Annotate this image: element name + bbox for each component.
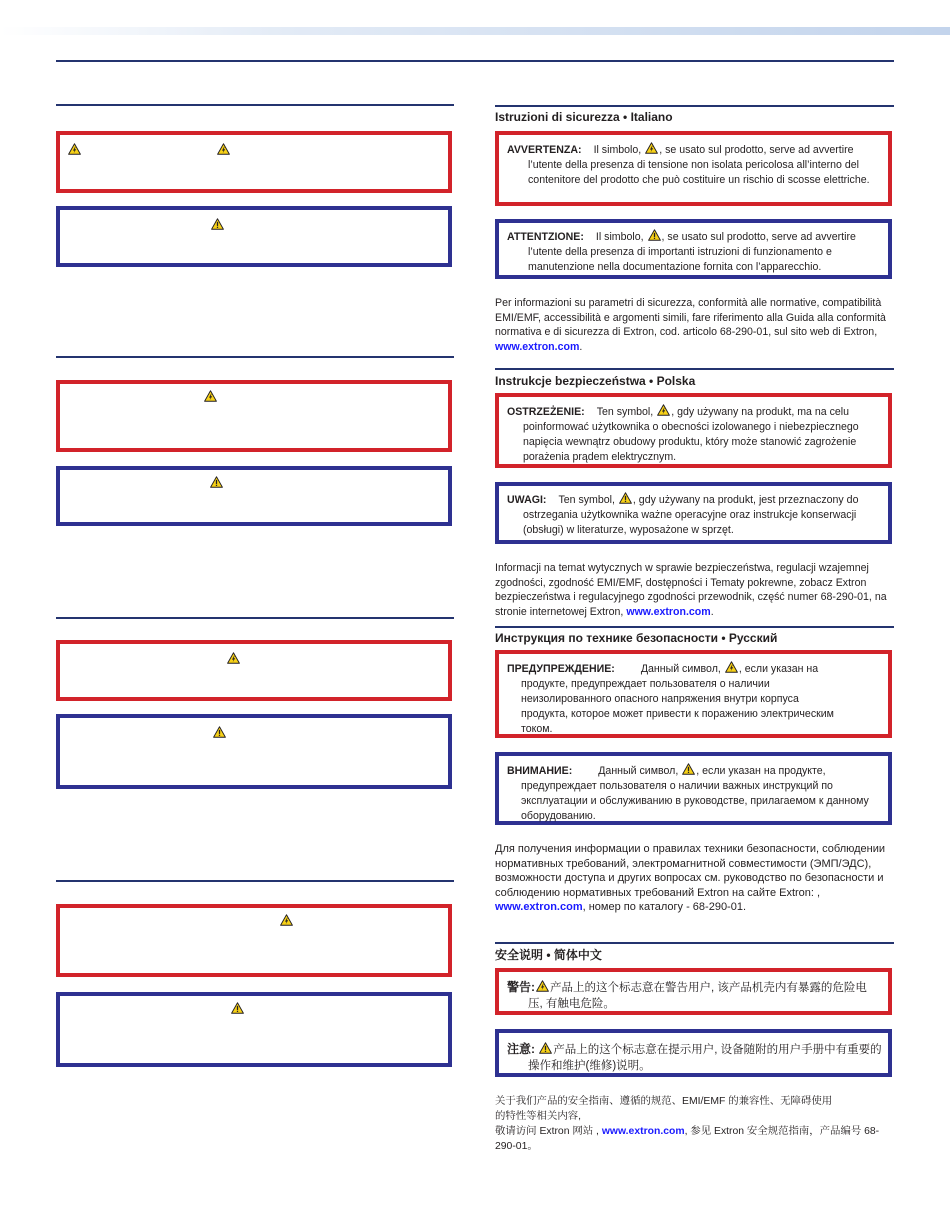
russian-attention-box	[495, 752, 892, 825]
italian-rule	[495, 105, 894, 107]
left-attention-box-3	[56, 714, 452, 789]
header-rule	[56, 60, 894, 62]
polish-warning-box	[495, 393, 892, 468]
electric-shock-warning-icon	[68, 143, 81, 155]
warning-label: 警告:	[507, 980, 535, 994]
russian-info-paragraph: Для получения информации о правилах техники безопасности, соблюдении нормативных требований, электромагнитной совместимости (ЭМП/ЭДС), возможности доступа и других вопросах см. руководство по безопасности и соблюдению нормативных требований Extron на сайте Extron: , www.extron.com, номер по каталогу - 68-290-01.	[495, 843, 886, 914]
caution-exclamation-icon	[231, 1002, 244, 1014]
attention-text: 产品上的这个标志意在提示用户, 设备随附的用户手册中有重要的操作和维护(维修)说明。	[528, 1044, 882, 1072]
attention-label: ВНИМАНИЕ:	[507, 765, 573, 777]
caution-exclamation-icon	[539, 1042, 552, 1054]
caution-exclamation-icon	[210, 476, 223, 488]
chinese-info-paragraph: 关于我们产品的安全指南、遵循的规范、EMI/EMF 的兼容性、无障碍使用的特性等相关内容, 敬请访问 Extron 网站 , www.extron.com, 参见 Extron 安全规范指南，产品编号 68-290-01。	[495, 1096, 880, 1152]
caution-exclamation-icon	[682, 763, 695, 775]
electric-shock-warning-icon	[725, 661, 738, 673]
left-warning-box-4	[56, 904, 452, 977]
polish-info-paragraph: Informacji na temat wytycznych w sprawie bezpieczeństwa, regulacji wzajemnej zgodności, zgodność EMI/EMF, dostępności i Tematy pokrewne, zobacz Extron bezpieczeństwa i regulacyjnego zgodności przewodnik, część numer 68-290-01, na stronie internetowej Extron, www.extron.com.	[495, 562, 887, 618]
warning-pre: Данный символ,	[640, 663, 721, 675]
caution-exclamation-icon	[619, 492, 632, 504]
attention-text: , если указан на продукте, предупреждает пользователя о наличии важных инструкций по эксплуатации и обслуживанию в руководстве, прилагаемом к данному оборудованию.	[521, 765, 869, 822]
warning-pre: Il simbolo,	[593, 144, 642, 156]
left-attention-box-1	[56, 206, 452, 267]
section-title-italian: Istruzioni di sicurezza • Italiano	[495, 110, 673, 124]
left-section-rule-3	[56, 617, 454, 619]
chinese-warning-box	[495, 968, 892, 1015]
section-title-polish: Instrukcje bezpieczeństwa • Polska	[495, 374, 696, 388]
chinese-rule	[495, 942, 894, 944]
chinese-attention-box	[495, 1029, 892, 1077]
warning-text: 产品上的这个标志意在警告用户, 该产品机壳内有暴露的危险电压, 有触电危险。	[528, 982, 867, 1010]
warning-pre: Ten symbol,	[596, 406, 654, 418]
left-attention-box-4	[56, 992, 452, 1067]
italian-info-paragraph: Per informazioni su parametri di sicurezza, conformità alle normative, compatibilità EMI/EMF, accessibilità e argomenti simili, fare riferimento alla Guida alla conformità normativa e di sicurezza di Extron, cod. articolo 68-290-01, sul sito web di Extron, www.extron.com.	[495, 297, 886, 353]
electric-shock-warning-icon	[536, 980, 549, 992]
extron-link[interactable]: www.extron.com	[601, 1126, 685, 1137]
electric-shock-warning-icon	[227, 652, 240, 664]
section-title-chinese: 安全说明 • 简体中文	[495, 948, 602, 962]
extron-link[interactable]: www.extron.com	[495, 340, 580, 353]
attention-text: , gdy używany na produkt, jest przeznaczony do ostrzegania użytkownika ważne operacyjne oraz instrukcje konserwacji (obsługi) w literaturze, wyposażone w sprzęt.	[523, 494, 859, 536]
electric-shock-warning-icon	[657, 404, 670, 416]
extron-link[interactable]: www.extron.com	[626, 605, 711, 618]
left-section-rule-1	[56, 104, 454, 106]
italian-attention-box	[495, 219, 892, 279]
left-warning-box-1	[56, 131, 452, 193]
left-warning-box-2	[56, 380, 452, 452]
caution-exclamation-icon	[213, 726, 226, 738]
electric-shock-warning-icon	[217, 143, 230, 155]
warning-label: AVVERTENZA:	[507, 144, 582, 156]
attention-label: UWAGI:	[507, 494, 547, 506]
italian-warning-box	[495, 131, 892, 206]
attention-text: , se usato sul prodotto, serve ad avvertire l’utente della presenza di importanti istruzioni di funzionamento e manutenzione nella documentazione fornita con l’apparecchio.	[528, 231, 856, 273]
section-title-russian: Инструкция по технике безопасности • Русский	[495, 631, 778, 645]
left-warning-box-3	[56, 640, 452, 701]
warning-label: ПРЕДУПРЕЖДЕНИЕ:	[507, 663, 615, 675]
warning-label: OSTRZEŻENIE:	[507, 406, 585, 418]
electric-shock-warning-icon	[645, 142, 658, 154]
electric-shock-warning-icon	[204, 390, 217, 402]
attention-label: 注意:	[507, 1042, 535, 1056]
left-section-rule-4	[56, 880, 454, 882]
polish-attention-box	[495, 482, 892, 544]
attention-pre: Данный символ,	[598, 765, 679, 777]
russian-warning-box	[495, 650, 892, 738]
caution-exclamation-icon	[648, 229, 661, 241]
attention-pre: Ten symbol,	[558, 494, 615, 506]
warning-text: , se usato sul prodotto, serve ad avvertire l’utente della presenza di tensione non isolata pericolosa all’interno del contenitore del prodotto che può costituire un rischio di scosse elettriche.	[528, 144, 870, 186]
warning-text: , gdy używany na produkt, ma na celu poinformować użytkownika o obecności izolowanego i niebezpiecznego napięcia wewnątrz obudowy produktu, który może stanowić zagrożenie porażenia prądem elektrycznym.	[523, 406, 859, 463]
attention-label: ATTENTZIONE:	[507, 231, 584, 243]
warning-text: , если указан на продукте, предупреждает пользователя о наличии неизолированного опасного напряжения внутри корпуса продукта, которое может привести к поражению электрическим током.	[521, 663, 834, 735]
electric-shock-warning-icon	[280, 914, 293, 926]
attention-pre: Il simbolo,	[595, 231, 644, 243]
left-attention-box-2	[56, 466, 452, 526]
header-band	[0, 27, 950, 35]
polish-rule	[495, 368, 894, 370]
caution-exclamation-icon	[211, 218, 224, 230]
russian-rule	[495, 626, 894, 628]
extron-link[interactable]: www.extron.com	[495, 901, 583, 914]
left-section-rule-2	[56, 356, 454, 358]
